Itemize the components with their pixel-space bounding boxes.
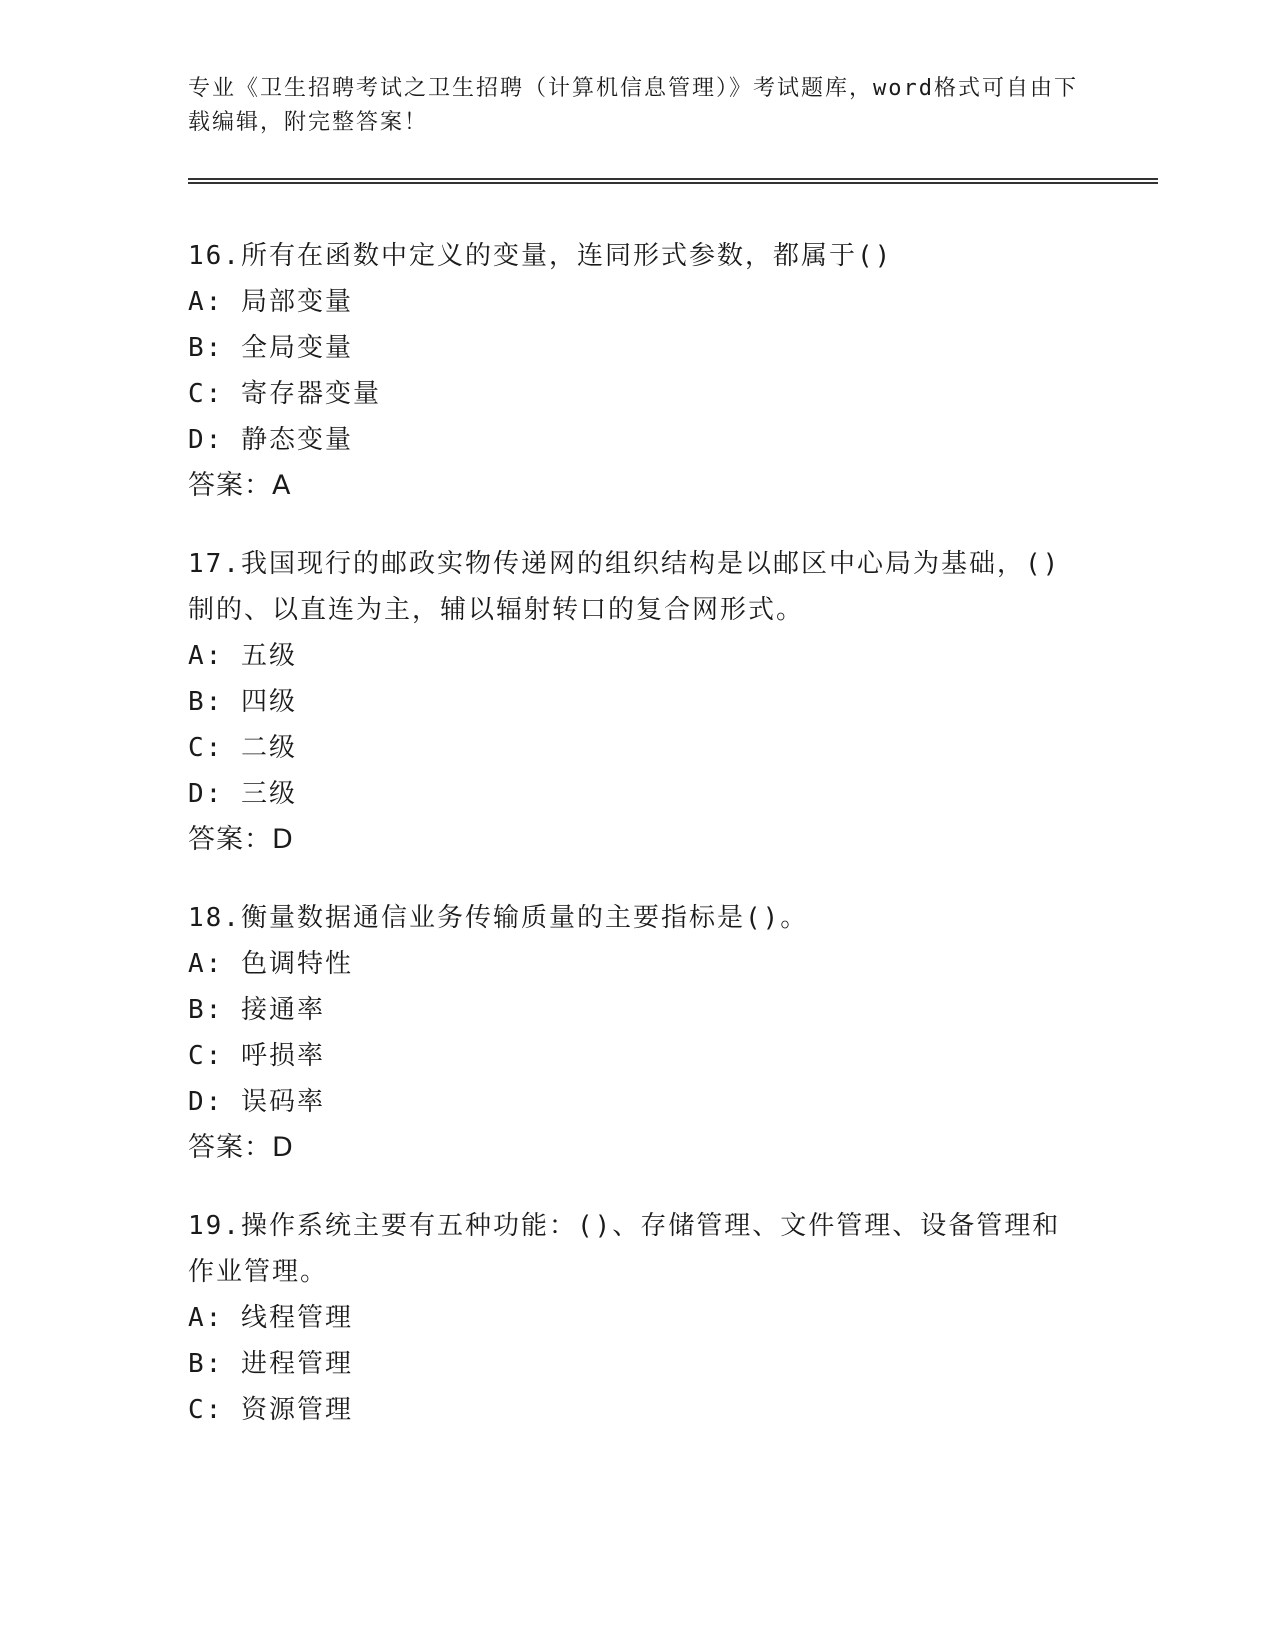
option-c: C: 资源管理 [188,1395,353,1425]
option-c: C: 二级 [188,733,297,763]
question-19 [188,1203,1078,1433]
document-page [188,0,1158,1650]
option-c: C: 寄存器变量 [188,379,381,409]
option-b: B: 全局变量 [188,333,353,363]
question-stem: 18.衡量数据通信业务传输质量的主要指标是()。 [188,903,809,933]
question-stem: 16.所有在函数中定义的变量，连同形式参数，都属于() [188,241,893,271]
question-list [188,233,1078,1465]
option-c: C: 呼损率 [188,1041,325,1071]
question-stem: 19.操作系统主要有五种功能：()、存储管理、文件管理、设备管理和作业管理。 [188,1211,1061,1287]
header-divider [188,178,1158,184]
question-stem: 17.我国现行的邮政实物传递网的组织结构是以邮区中心局为基础，()制的、以直连为主，辅以辐射转口的复合网形式。 [188,549,1061,625]
option-a: A: 色调特性 [188,949,353,979]
option-a: A: 局部变量 [188,287,353,317]
option-b: B: 进程管理 [188,1349,353,1379]
question-16 [188,233,1078,509]
option-d: D: 静态变量 [188,425,353,455]
option-d: D: 误码率 [188,1087,325,1117]
option-a: A: 线程管理 [188,1303,353,1333]
question-18 [188,895,1078,1171]
option-b: B: 四级 [188,687,297,717]
question-17 [188,541,1078,863]
option-a: A: 五级 [188,641,297,671]
document-header: 专业《卫生招聘考试之卫生招聘（计算机信息管理）》考试题库，word格式可自由下载编辑，附完整答案！ [188,76,1078,135]
option-b: B: 接通率 [188,995,325,1025]
option-d: D: 三级 [188,779,297,809]
answer-line: 答案：D [188,1132,294,1163]
answer-line: 答案：A [188,470,292,501]
answer-line: 答案：D [188,824,294,855]
